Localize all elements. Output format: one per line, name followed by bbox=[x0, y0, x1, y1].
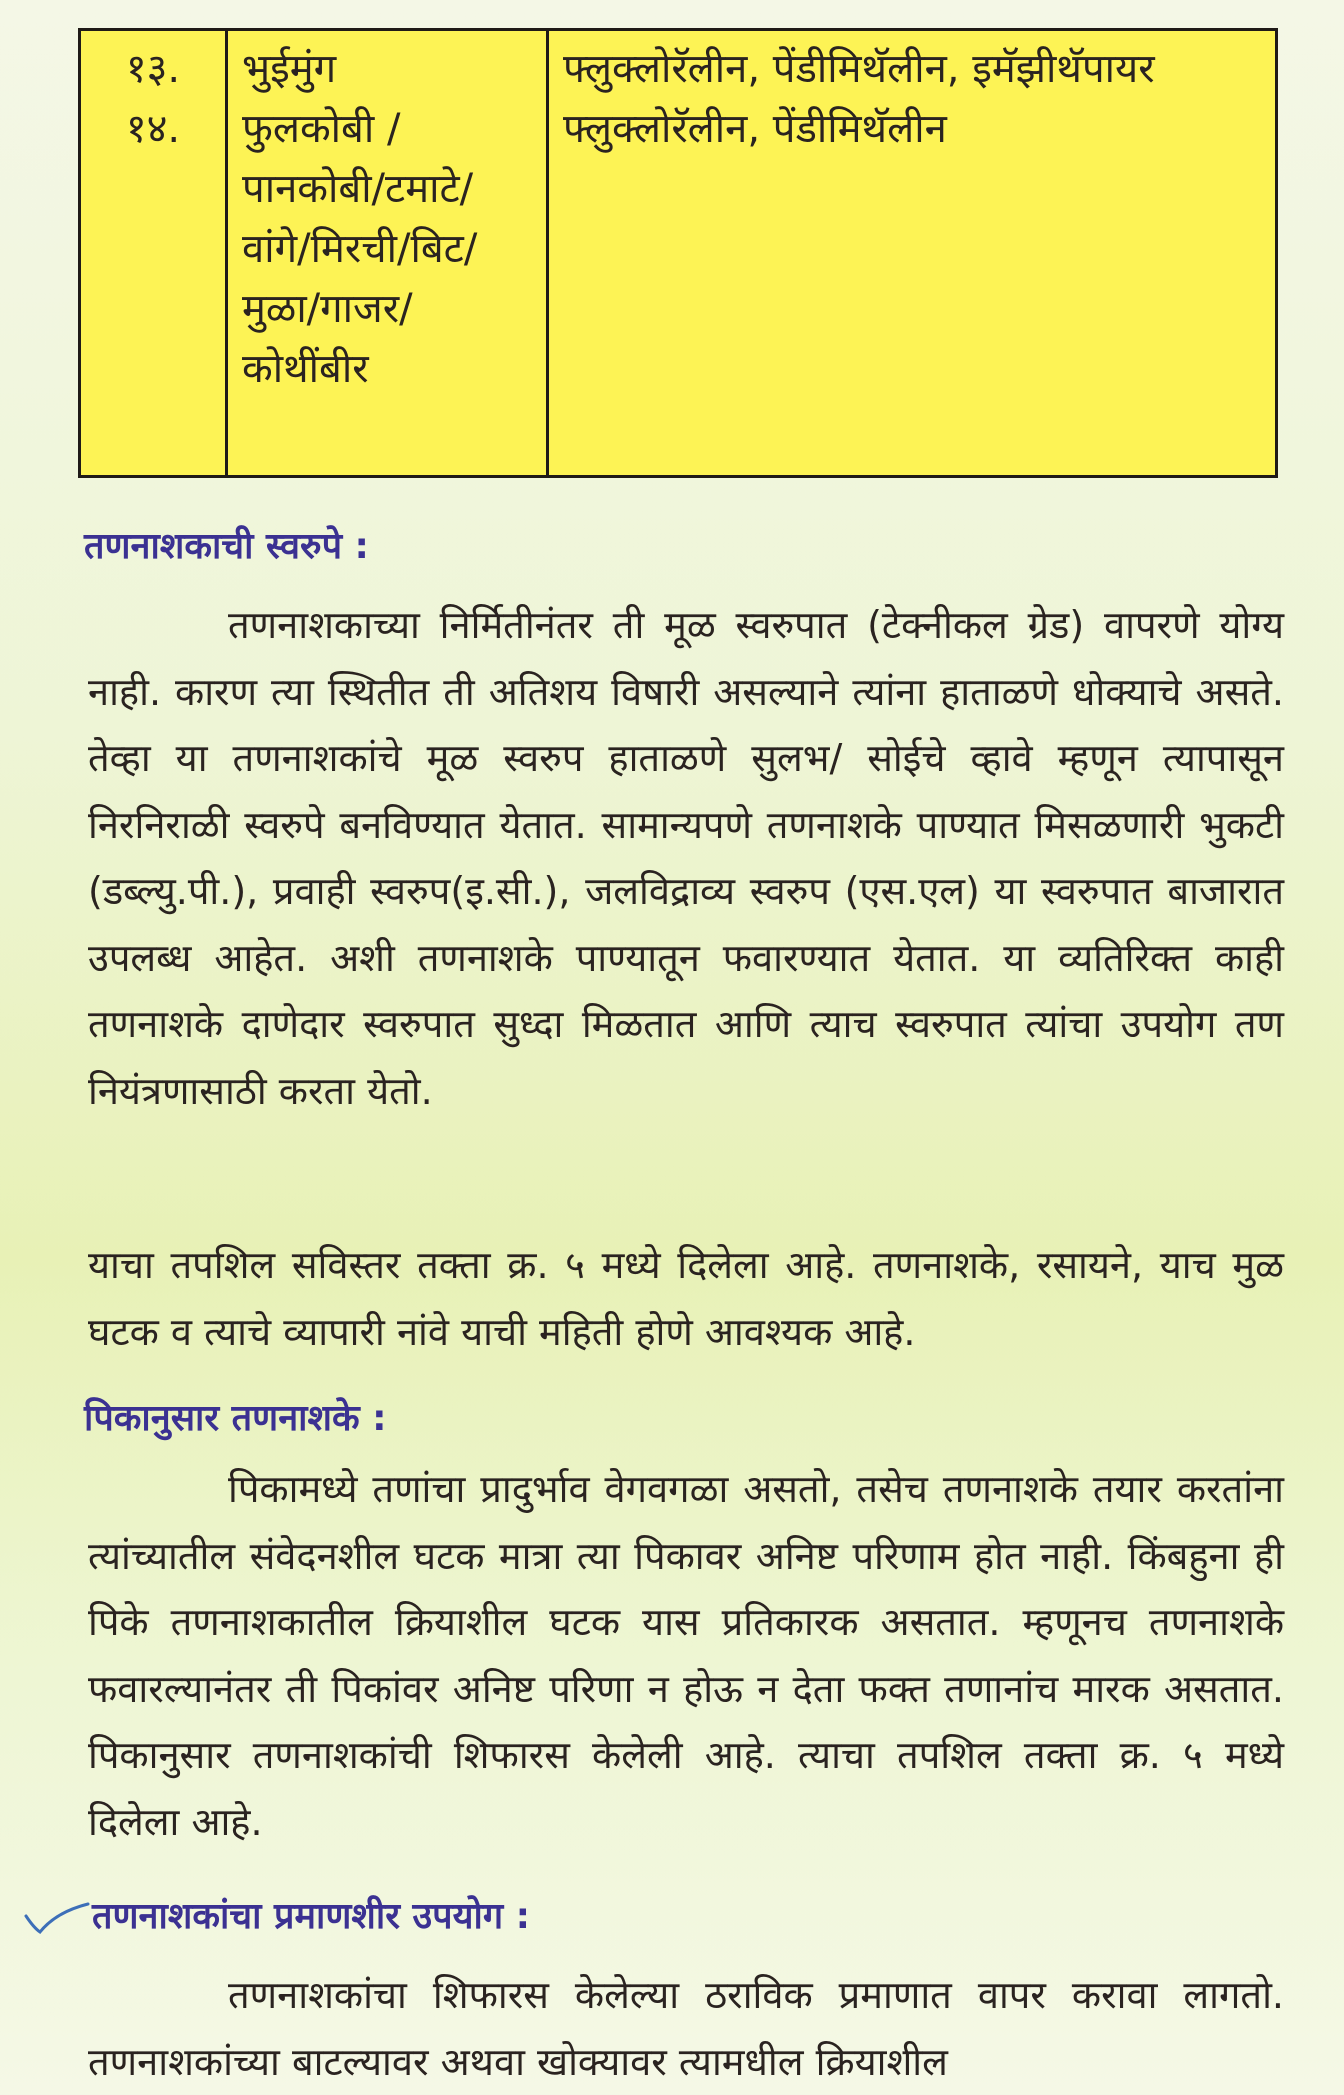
row-number: १४. bbox=[125, 106, 181, 152]
table-row bbox=[80, 30, 1277, 477]
paragraph: याचा तपशिल सविस्तर तक्ता क्र. ५ मध्ये दिलेला आहे. तणनाशके, रसायने, याच मुळ घटक व त्याचे व्यापारी नांवे याची महिती होणे आवश्यक आहे. bbox=[88, 1243, 1284, 1354]
paragraph: पिकामध्ये तणांचा प्रादुर्भाव वेगवगळा असतो, तसेच तणनाशके तयार करतांना त्यांच्यातील संवेदनशील घटक मात्रा त्या पिकावर अनिष्ट परिणाम होत नाही. किंबहुना ही पिके तणनाशकातील क्रियाशील घटक यास प्रतिकारक असतात. म्हणूनच तणनाशके फवारल्यानंतर ती पिकांवर अनिष्ट परिणा न होऊ न देता फक्त तणानांच मारक असतात. पिकानुसार तणनाशकांची शिफारस केलेली आहे. त्याचा तपशिल तक्ता क्र. ५ मध्ये दिलेला आहे. bbox=[88, 1467, 1284, 1844]
paragraph: तणनाशकाच्या निर्मितीनंतर ती मूळ स्वरुपात (टेक्नीकल ग्रेड) वापरणे योग्य नाही. कारण त्या स्थितीत ती अतिशय विषारी असल्याने त्यांना हाताळणे धोक्याचे असते. तेव्हा या तणनाशकांचे मूळ स्वरुप हाताळणे सुलभ/ सोईचे व्हावे म्हणून त्यापासून निरनिराळी स्वरुपे बनविण्यात येतात. सामान्यपणे तणनाशके पाण्यात मिसळणारी भुकटी (डब्ल्यु.पी.), प्रवाही स्वरुप(इ.सी.), जलविद्राव्य स्वरुप (एस.एल) या स्वरुपात बाजारात उपलब्ध आहेत. अशी तणनाशके पाण्यातून फवारण्यात येतात. या व्यतिरिक्त काही तणनाशके दाणेदार स्वरुपात सुध्दा मिळतात आणि त्याच स्वरुपात त्यांचा उपयोग तण नियंत्रणासाठी करता येतो. bbox=[88, 603, 1284, 1113]
herbicide-list: फ्लुक्लोरॅलीन, पेंडीमिथॅलीन, इमॅझीथॅपायर bbox=[563, 46, 1155, 92]
row-number: १३. bbox=[125, 46, 181, 92]
herbicide-list: फ्लुक्लोरॅलीन, पेंडीमिथॅलीन bbox=[563, 106, 947, 152]
checkmark-icon bbox=[22, 1898, 92, 1938]
crop-names bbox=[227, 30, 548, 477]
herbicide-crop-table bbox=[78, 28, 1278, 478]
section-heading: तणनाशकाची स्वरुपे : bbox=[84, 526, 369, 567]
crop-name: फुलकोबी /पानकोबी/टमाटे/ वांगे/मिरची/बिट/ मुळा/गाजर/ कोथींबीर bbox=[242, 106, 478, 392]
section-heading: पिकानुसार तणनाशके : bbox=[84, 1398, 387, 1439]
paragraph: तणनाशकांचा शिफारस केलेल्या ठराविक प्रमाणात वापर करावा लागतो. तणनाशकांच्या बाटल्यावर अथवा खोक्यावर त्यामधील क्रियाशील bbox=[88, 1973, 1284, 2084]
herbicide-names bbox=[548, 30, 1277, 477]
crop-name: भुईमुंग bbox=[242, 46, 337, 92]
row-numbers bbox=[80, 30, 227, 477]
section-heading: तणनाशकांचा प्रमाणशीर उपयोग : bbox=[92, 1896, 531, 1937]
